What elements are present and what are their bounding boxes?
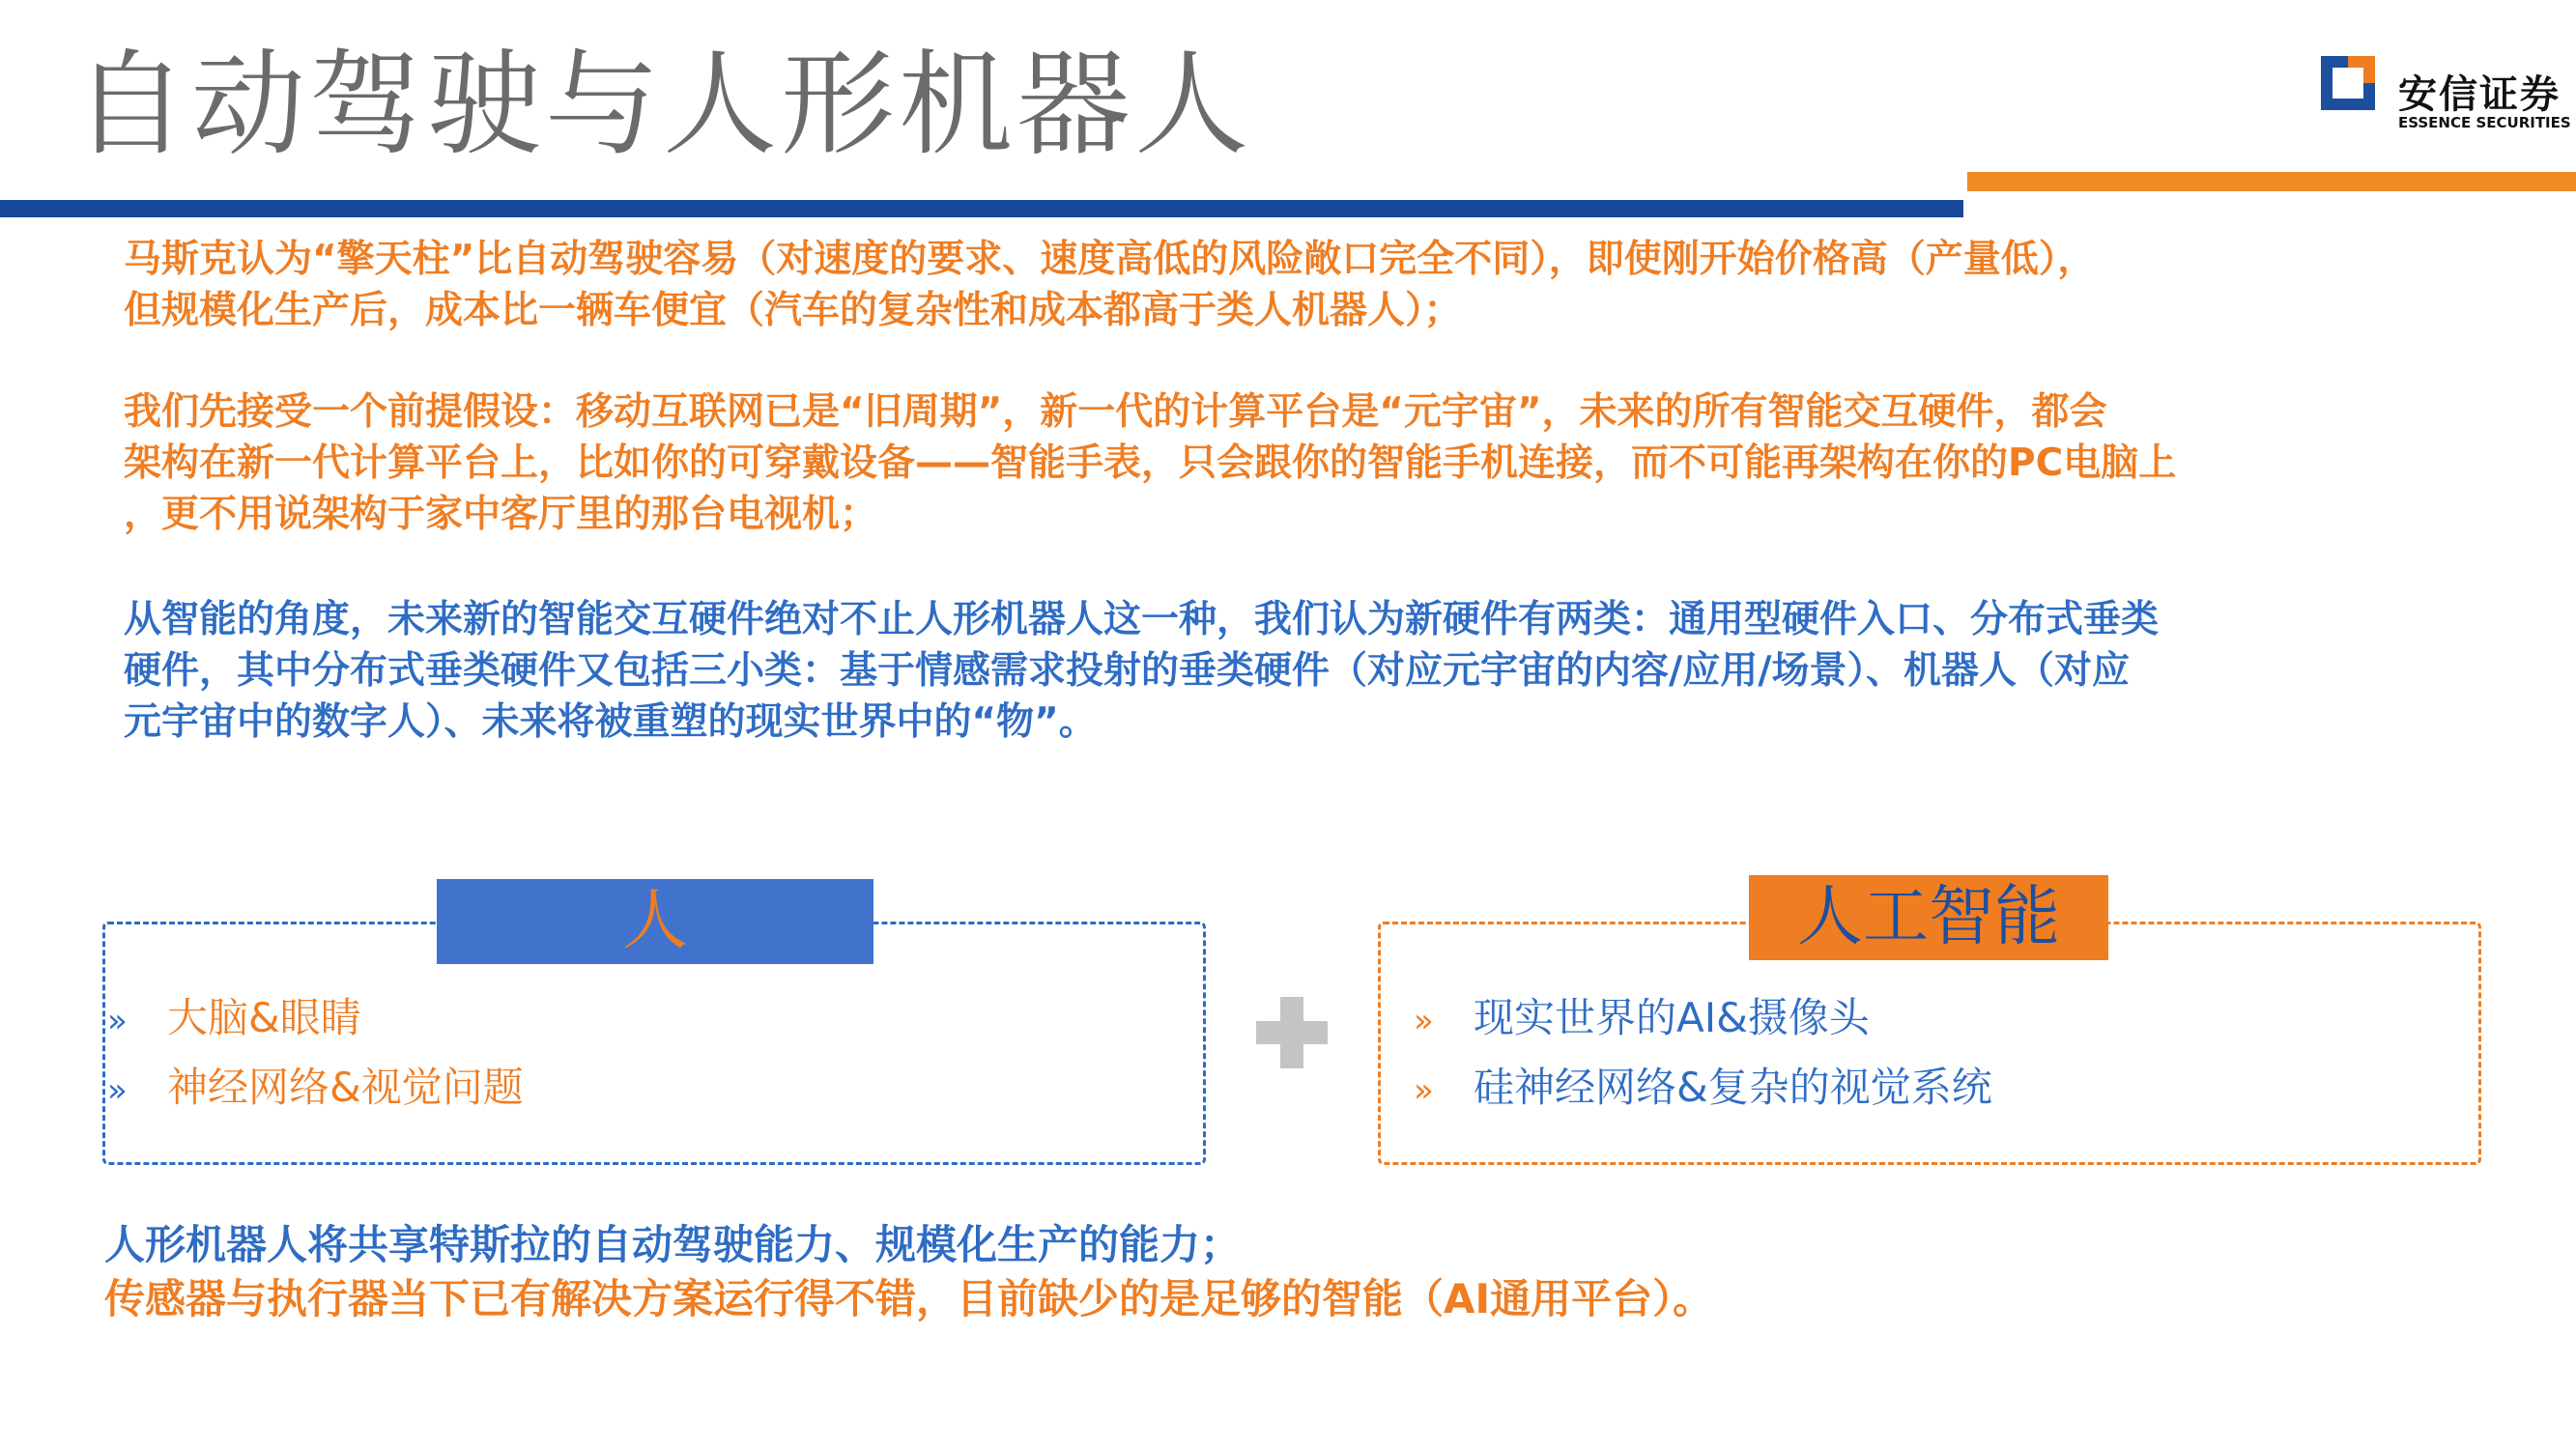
bullet-icon: » xyxy=(107,1002,128,1040)
conclusion-line-2: 传感器与执行器当下已有解决方案运行得不错，目前缺少的是足够的智能（AI通用平台）。 xyxy=(104,1275,1714,1322)
paragraph-2 xyxy=(124,386,2462,540)
bullet-icon: » xyxy=(1414,1002,1434,1040)
paragraph-line: 元宇宙中的数字人）、未来将被重塑的现实世界中的“物”。 xyxy=(124,700,1097,744)
company-logo xyxy=(2319,50,2570,137)
list-item xyxy=(1414,991,1870,1048)
header-rule-blue xyxy=(0,200,1963,217)
paragraph-line: 我们先接受一个前提假设：移动互联网已是“旧周期”，新一代的计算平台是“元宇宙”，未来的所有智能交互硬件，都会 xyxy=(124,390,2107,434)
list-item xyxy=(1414,1061,1992,1118)
logo-square-icon xyxy=(2319,54,2377,112)
ai-tag: 人工智能 xyxy=(1749,875,2108,960)
list-item-label: 硅神经网络&复杂的视觉系统 xyxy=(1474,1064,1992,1111)
plus-icon xyxy=(1256,997,1328,1068)
paragraph-1 xyxy=(124,234,2462,336)
paragraph-line: 从智能的角度，未来新的智能交互硬件绝对不止人形机器人这一种，我们认为新硬件有两类：通用型硬件入口、分布式垂类 xyxy=(124,598,2160,641)
list-item xyxy=(107,991,361,1048)
page-title: 自动驾驶与人形机器人 xyxy=(73,38,1253,171)
conclusion-line-1: 人形机器人将共享特斯拉的自动驾驶能力、规模化生产的能力； xyxy=(104,1221,1242,1268)
paragraph-line: 但规模化生产后，成本比一辆车便宜（汽车的复杂性和成本都高于类人机器人）； xyxy=(124,289,1462,332)
paragraph-3 xyxy=(124,594,2462,748)
human-tag: 人 xyxy=(437,879,873,964)
list-item-label: 现实世界的AI&摄像头 xyxy=(1474,994,1870,1041)
list-item xyxy=(107,1061,524,1118)
bullet-icon: » xyxy=(107,1071,128,1110)
list-item-label: 神经网络&视觉问题 xyxy=(167,1064,524,1111)
paragraph-line: ，更不用说架构于家中客厅里的那台电视机； xyxy=(124,493,878,536)
list-item-label: 大脑&眼睛 xyxy=(167,994,361,1041)
paragraph-line: 硬件，其中分布式垂类硬件又包括三小类：基于情感需求投射的垂类硬件（对应元宇宙的内容/应用/场景）、机器人（对应 xyxy=(124,649,2130,693)
paragraph-line: 架构在新一代计算平台上，比如你的可穿戴设备——智能手表，只会跟你的智能手机连接，而不可能再架构在你的PC电脑上 xyxy=(124,441,2177,485)
header-rule-orange xyxy=(1967,172,2576,191)
logo-name: 安信证券 xyxy=(2398,72,2561,117)
paragraph-line: 马斯克认为“擎天柱”比自动驾驶容易（对速度的要求、速度高低的风险敞口完全不同），即使刚开始价格高（产量低）， xyxy=(124,238,2096,281)
bullet-icon: » xyxy=(1414,1071,1434,1110)
logo-subtitle: ESSENCE SECURITIES xyxy=(2398,114,2571,131)
